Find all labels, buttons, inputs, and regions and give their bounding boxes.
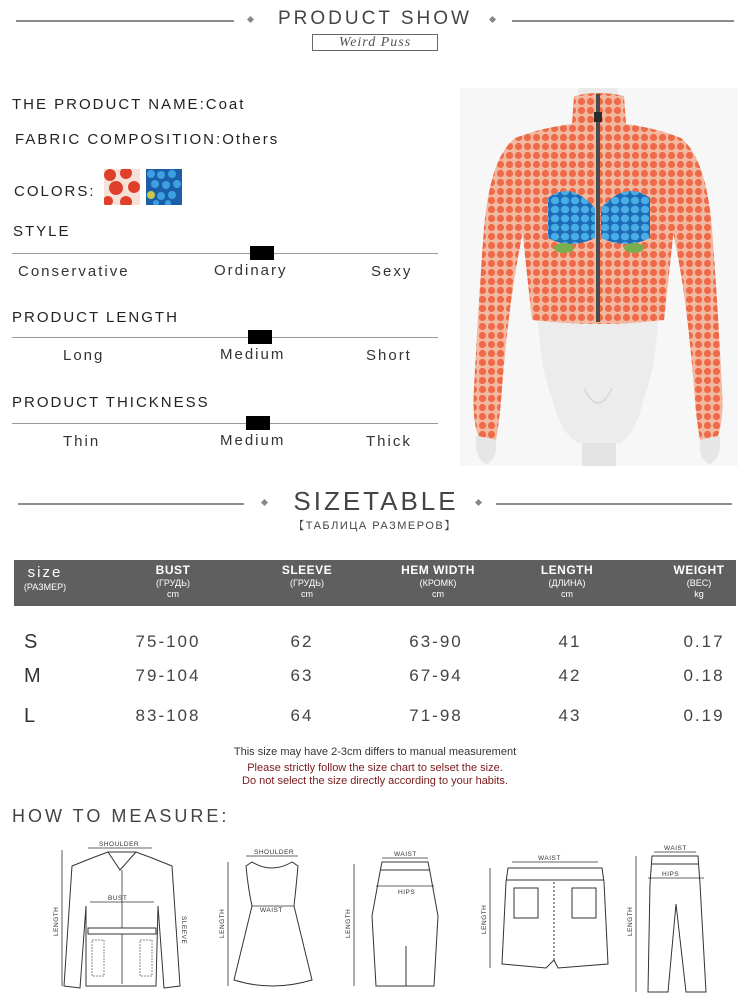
dress-shoulder-label: SHOULDER — [254, 849, 295, 856]
length-scale-line — [12, 337, 438, 338]
dress-measure-illustration — [212, 840, 318, 996]
product-name-row — [12, 96, 245, 113]
cell-hem: 67-94 — [409, 666, 463, 685]
header-diamond-right — [489, 16, 496, 23]
size-warning-2: Do not select the size directly according to your habits. — [242, 775, 508, 787]
style-option-ordinary: Ordinary — [214, 262, 288, 279]
size-warning-1: Please strictly follow the size chart to selset the size. — [247, 762, 503, 774]
product-name-label: THE PRODUCT NAME: — [12, 96, 206, 113]
style-option-sexy: Sexy — [371, 263, 413, 280]
jacket-shoulder-label: SHOULDER — [99, 841, 140, 848]
sizetable-line-left — [18, 503, 244, 505]
cell-weight: 0.17 — [683, 632, 725, 651]
shorts-length-label: LENGTH — [481, 904, 488, 934]
row-size-label: S — [24, 631, 38, 653]
header-sleeve: SLEEVE (ГРУДЬ) cm — [281, 563, 333, 599]
size-note: This size may have 2-3cm differs to manual measurement — [233, 746, 517, 758]
trousers-measure-illustration — [624, 844, 724, 996]
thickness-option-medium: Medium — [220, 432, 286, 449]
thickness-title: PRODUCT THICKNESS — [12, 394, 210, 411]
skirt-waist-label: WAIST — [394, 851, 417, 858]
length-scale-marker — [248, 330, 272, 344]
header-size: size (РАЗМЕР) — [23, 564, 67, 592]
cell-length: 41 — [558, 632, 582, 651]
fabric-label: FABRIC COMPOSITION: — [15, 131, 223, 148]
sizetable-diamond-right — [475, 499, 482, 506]
jacket-measure-illustration — [52, 836, 192, 996]
dress-length-label: LENGTH — [219, 908, 226, 938]
skirt-length-label: LENGTH — [345, 908, 352, 938]
cell-hem: 63-90 — [409, 632, 463, 651]
thickness-option-thin: Thin — [63, 433, 101, 450]
cell-weight: 0.19 — [683, 706, 725, 725]
cell-length: 42 — [558, 666, 582, 685]
length-title: PRODUCT LENGTH — [12, 309, 179, 326]
sizetable-diamond-left — [261, 499, 268, 506]
style-title: STYLE — [13, 223, 71, 240]
brand-subtitle: Weird Puss — [312, 34, 438, 51]
page-title: PRODUCT SHOW — [278, 8, 472, 29]
cell-sleeve: 64 — [290, 706, 314, 725]
product-image — [460, 88, 738, 466]
cell-bust: 79-104 — [135, 666, 201, 685]
header-hem-width: HEM WIDTH (КРОМК) cm — [401, 563, 475, 599]
thickness-scale-line — [12, 423, 438, 424]
skirt-measure-illustration — [342, 846, 442, 996]
style-option-conservative: Conservative — [18, 263, 130, 280]
thickness-scale-marker — [246, 416, 270, 430]
cell-bust: 75-100 — [135, 632, 201, 651]
sizetable-title: SIZETABLE — [293, 486, 459, 516]
shorts-measure-illustration — [476, 848, 612, 978]
style-scale-marker — [250, 246, 274, 260]
cell-sleeve: 62 — [290, 632, 314, 651]
cell-sleeve: 63 — [290, 666, 314, 685]
jacket-length-label: LENGTH — [53, 906, 60, 936]
dress-waist-label: WAIST — [260, 907, 283, 914]
colors-label: COLORS: — [14, 183, 96, 200]
fabric-row — [15, 131, 279, 148]
sizetable-header-bar — [14, 560, 736, 606]
header-bust: BUST (ГРУДЬ) cm — [155, 563, 191, 599]
header-diamond-left — [247, 16, 254, 23]
trousers-length-label: LENGTH — [627, 906, 634, 936]
cell-weight: 0.18 — [683, 666, 725, 685]
header-line-left — [16, 20, 234, 22]
sizetable-subtitle: 【ТАБЛИЦА РАЗМЕРОВ】 — [293, 520, 457, 532]
row-size-label: L — [24, 705, 36, 727]
product-name-value: Coat — [205, 96, 246, 113]
length-option-long: Long — [63, 347, 105, 364]
header-weight: WEIGHT (ВЕС) kg — [673, 563, 725, 599]
cell-hem: 71-98 — [409, 706, 463, 725]
style-scale-line — [12, 253, 438, 254]
length-option-medium: Medium — [220, 346, 286, 363]
skirt-hips-label: HIPS — [398, 889, 416, 896]
cell-bust: 83-108 — [135, 706, 201, 725]
trousers-waist-label: WAIST — [664, 845, 687, 852]
fabric-value: Others — [222, 131, 280, 148]
color-swatch-blue[interactable] — [146, 169, 182, 205]
header-length: LENGTH (ДЛИНА) cm — [540, 563, 594, 599]
shorts-waist-label: WAIST — [538, 855, 561, 862]
trousers-hips-label: HIPS — [662, 871, 680, 878]
sizetable-line-right — [496, 503, 732, 505]
color-swatch-orange[interactable] — [104, 169, 140, 205]
header-line-right — [512, 20, 734, 22]
length-option-short: Short — [366, 347, 412, 364]
cell-length: 43 — [558, 706, 582, 725]
how-to-measure-title: HOW TO MEASURE: — [12, 806, 230, 826]
jacket-bust-label: BUST — [108, 895, 128, 902]
row-size-label: M — [24, 665, 41, 687]
jacket-sleeve-label: SLEEVE — [180, 916, 187, 945]
thickness-option-thick: Thick — [366, 433, 412, 450]
